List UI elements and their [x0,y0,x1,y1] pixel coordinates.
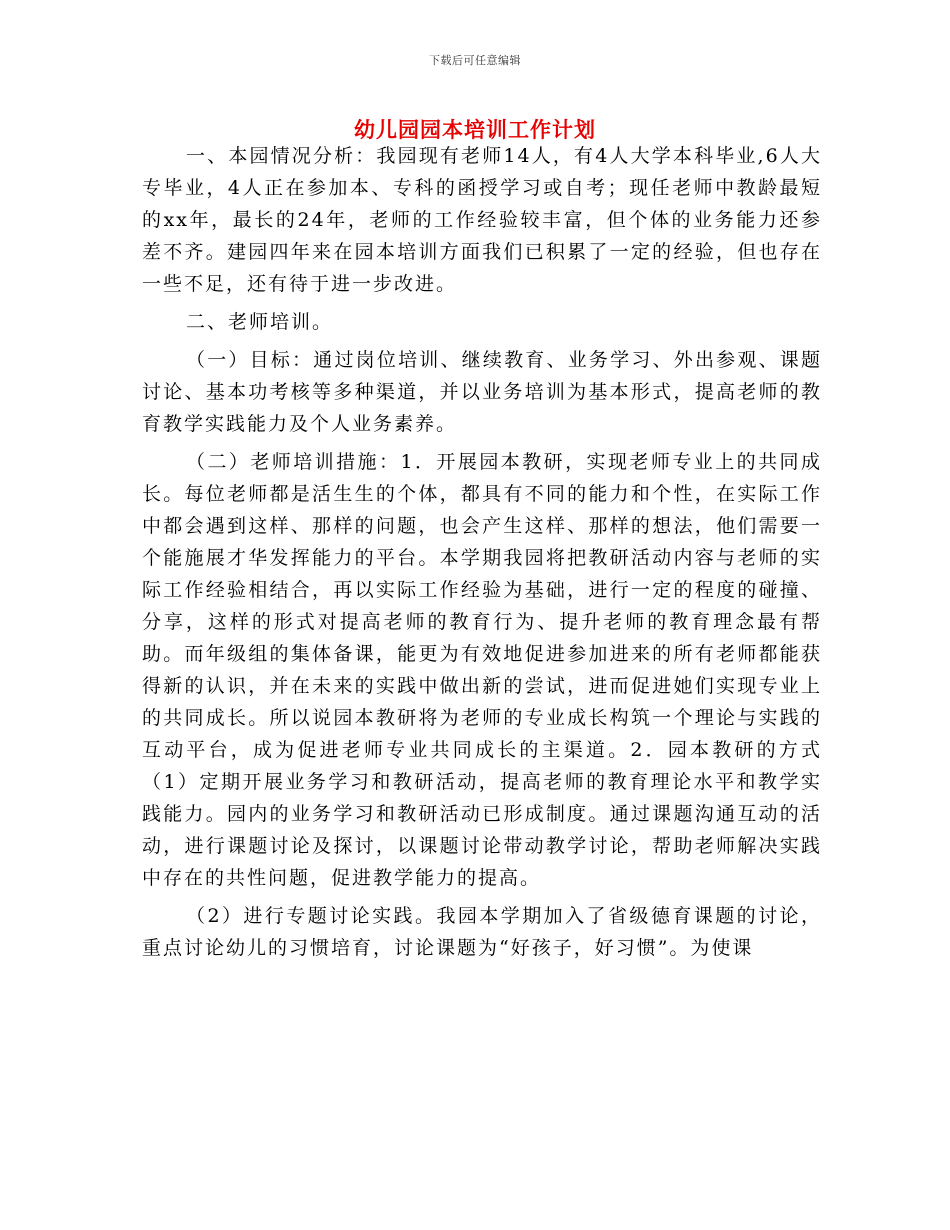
document-body [142,140,822,964]
paragraph-training-measures: （二）老师培训措施：1．开展园本教研，实现老师专业上的共同成长。每位老师都是活生生的个体，都具有不同的能力和个性，在实际工作中都会遇到这样、那样的问题，也会产生这样、那样的想法，他们需要一个能施展才华发挥能力的平台。本学期我园将把教研活动内容与老师的实际工作经验相结合，再以实际工作经验为基础，进行一定的程度的碰撞、分享，这样的形式对提高老师的教育行为、提升老师的教育理念最有帮助。而年级组的集体备课，能更为有效地促进参加进来的所有老师都能获得新的认识，并在未来的实践中做出新的尝试，进而促进她们实现专业上的共同成长。所以说园本教研将为老师的专业成长构筑一个理论与实践的互动平台，成为促进老师专业共同成长的主渠道。2．园本教研的方式（1）定期开展业务学习和教研活动，提高老师的教育理论水平和教学实践能力。园内的业务学习和教研活动已形成制度。通过课题沟通互动的活动，进行课题讨论及探讨，以课题讨论带动教学讨论，帮助老师解决实践中存在的共性问题，促进教学能力的提高。 [142,451,822,889]
paragraph-goals: （一）目标：通过岗位培训、继续教育、业务学习、外出参观、课题讨论、基本功考核等多种渠道，并以业务培训为基本形式，提高老师的教育教学实践能力及个人业务素养。 [142,349,822,435]
paragraph-teacher-training-heading: 二、老师培训。 [186,311,334,333]
paragraph-situation-analysis: 一、本园情况分析：我园现有老师14人，有4人大学本科毕业,6人大专毕业，4人正在参加本、专科的函授学习或自考；现任老师中教龄最短的xx年，最长的24年，老师的工作经验较丰富，但个体的业务能力还参差不齐。建园四年来在园本培训方面我们已积累了一定的经验，但也存在一些不足，还有待于进一步改进。 [142,145,822,295]
paragraph-topic-research: （2）进行专题讨论实践。我园本学期加入了省级德育课题的讨论，重点讨论幼儿的习惯培育，讨论课题为“好孩子，好习惯”。为使课 [142,905,822,959]
header-note: 下载后可任意编辑 [429,54,521,67]
document-title: 幼儿园园本培训工作计划 [354,117,596,142]
